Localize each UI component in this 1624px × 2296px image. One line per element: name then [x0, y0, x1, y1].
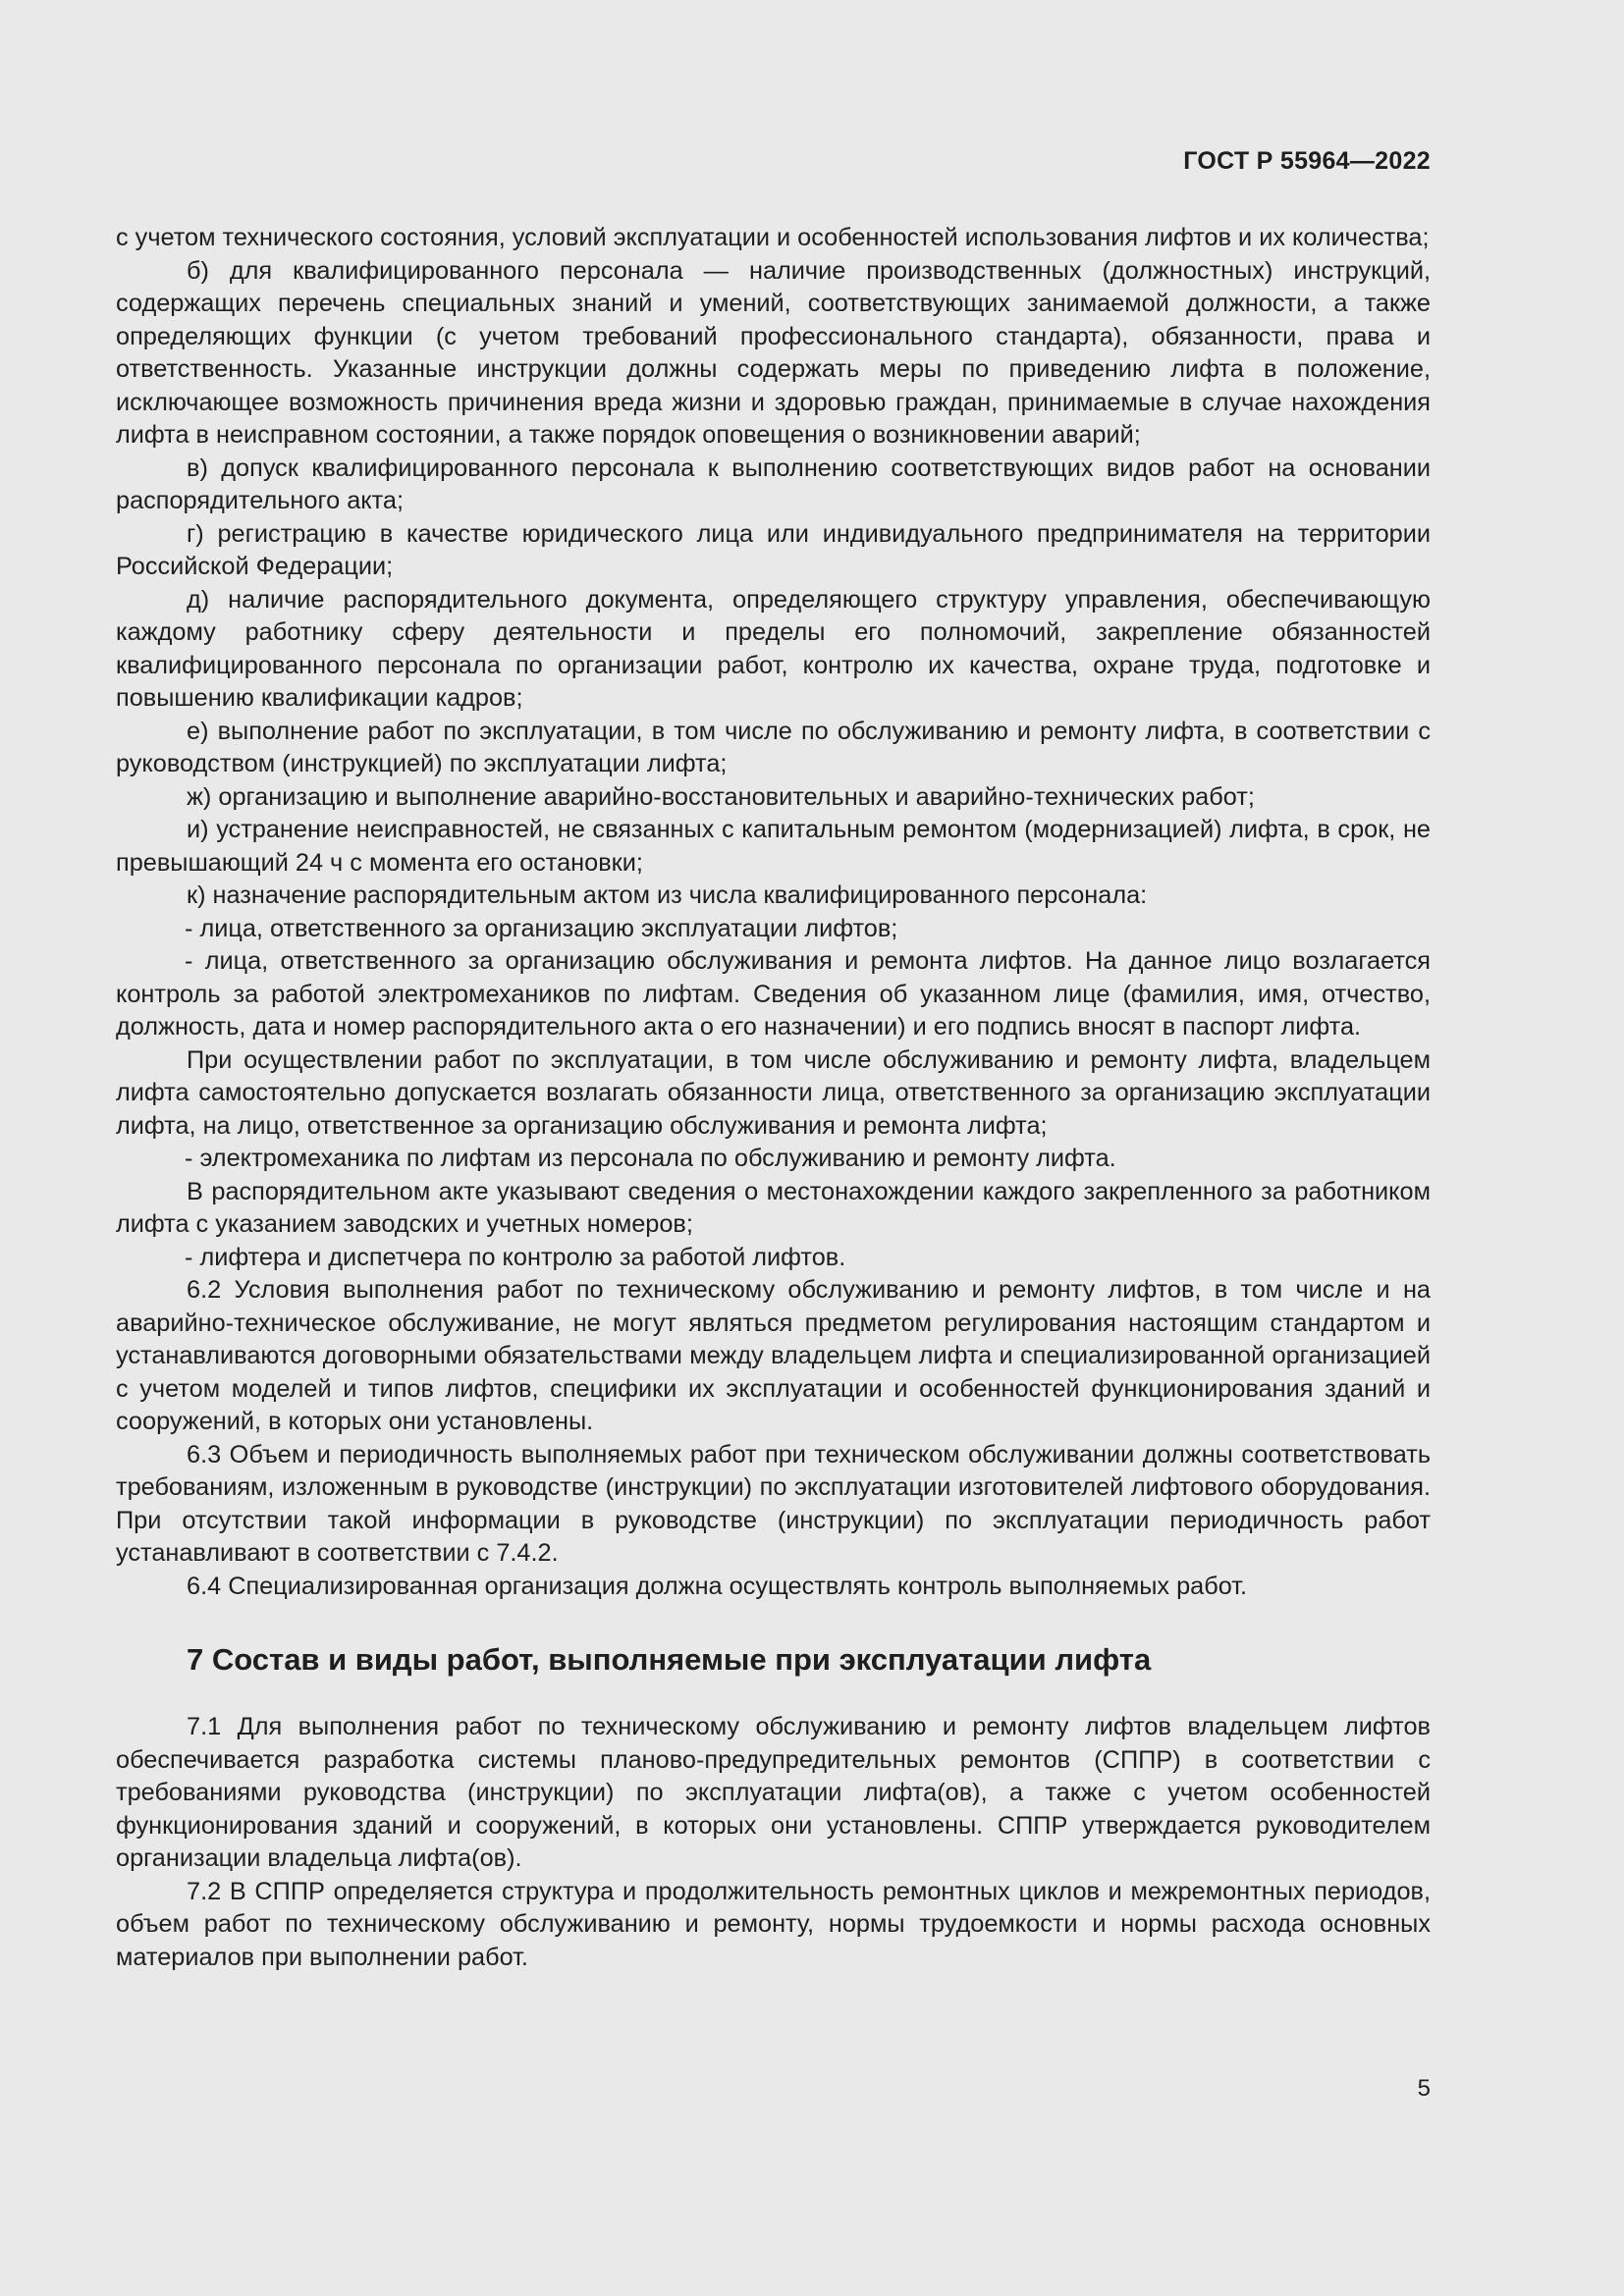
paragraph: и) устранение неисправностей, не связанных с капитальным ремонтом (модернизацией) лифта, в срок, не превышающий 24 ч с момента его остановки;	[116, 816, 1431, 877]
paragraph: - лица, ответственного за организацию обслуживания и ремонта лифтов. На данное лицо возлагается контроль за работой электромехаников по лифтам. Сведения об указанном лице (фамилия, имя, отчество, должность, дата и номер распорядительного акта о его назначении) и его подпись вносят в паспорт лифта.	[116, 947, 1431, 1041]
paragraph: к) назначение распорядительным актом из числа квалифицированного персонала:	[187, 881, 1148, 909]
paragraph: 6.3 Объем и периодичность выполняемых работ при техническом обслуживании должны соответствовать требованиям, изложенным в руководстве (инструкции) по эксплуатации изготовителей лифтового оборудования. При отсутствии такой информации в руководстве (инструкции) по эксплуатации периодичность работ устанавливают в соответствии с 7.4.2.	[116, 1440, 1431, 1567]
paragraph: ж) организацию и выполнение аварийно-восстановительных и аварийно-технических работ;	[187, 782, 1255, 811]
section-heading: 7 Состав и виды работ, выполняемые при эксплуатации лифта	[187, 1642, 1152, 1677]
document-body	[116, 222, 1431, 1974]
paragraph: в) допуск квалифицированного персонала к выполнению соответствующих видов работ на основании распорядительного акта;	[116, 454, 1431, 514]
paragraph: 6.4 Специализированная организация должна осуществлять контроль выполняемых работ.	[187, 1572, 1248, 1600]
page-number: 5	[1417, 2075, 1431, 2102]
paragraph: е) выполнение работ по эксплуатации, в том числе по обслуживанию и ремонту лифта, в соответствии с руководством (инструкцией) по эксплуатации лифта;	[116, 717, 1431, 777]
paragraph: В распорядительном акте указывают сведения о местонахождении каждого закрепленного за работником лифта с указанием заводских и учетных номеров;	[116, 1177, 1431, 1238]
paragraph-group-after	[116, 1711, 1431, 1974]
paragraph: б) для квалифицированного персонала — наличие производственных (должностных) инструкций, содержащих перечень специальных знаний и умений, соответствующих занимаемой должности, а также определяющих функции (с учетом требований профессионального стандарта), обязанности, права и ответственность. Указанные инструкции должны содержать меры по приведению лифта в положение, исключающее возможность причинения вреда жизни и здоровью граждан, принимаемые в случае нахождения лифта в неисправном состоянии, а также порядок оповещения о возникновении аварий;	[116, 256, 1431, 449]
paragraph: 7.1 Для выполнения работ по техническому обслуживанию и ремонту лифтов владельцем лифтов обеспечивается разработка системы планово-предупредительных ремонтов (СППР) в соответствии с требованиями руководства (инструкции) по эксплуатации лифта(ов), а также с учетом особенностей функционирования зданий и сооружений, в которых они установлены. СППР утверждается руководителем организации владельца лифта(ов).	[116, 1713, 1431, 1872]
paragraph: - лифтера и диспетчера по контролю за работой лифтов.	[185, 1243, 846, 1271]
paragraph: 7.2 В СППР определяется структура и продолжительность ремонтных циклов и межремонтных периодов, объем работ по техническому обслуживанию и ремонту, нормы трудоемкости и нормы расхода основных материалов при выполнении работ.	[116, 1877, 1431, 1971]
paragraph-group-before	[116, 222, 1431, 1603]
paragraph: - электромеханика по лифтам из персонала по обслуживанию и ремонту лифта.	[185, 1145, 1116, 1172]
paragraph: г) регистрацию в качестве юридического лица или индивидуального предпринимателя на территории Российской Федерации;	[116, 519, 1431, 580]
paragraph: 6.2 Условия выполнения работ по техническому обслуживанию и ремонту лифтов, в том числе и на аварийно-техническое обслуживание, не могут являться предметом регулирования настоящим стандартом и устанавливаются договорными обязательствами между владельцем лифта и специализированной организацией с учетом моделей и типов лифтов, специфики их эксплуатации и особенностей функционирования зданий и сооружений, в которых они установлены.	[116, 1276, 1431, 1435]
paragraph: - лица, ответственного за организацию эксплуатации лифтов;	[185, 914, 898, 942]
paragraph: д) наличие распорядительного документа, определяющего структуру управления, обеспечивающую каждому работнику сферу деятельности и пределы его полномочий, закрепление обязанностей квалифицированного персонала по организации работ, контролю их качества, охране труда, подготовке и повышению квалификации кадров;	[116, 585, 1431, 712]
paragraph: При осуществлении работ по эксплуатации, в том числе обслуживанию и ремонту лифта, владельцем лифта самостоятельно допускается возлагать обязанности лица, ответственного за организацию эксплуатации лифта, на лицо, ответственное за организацию обслуживания и ремонта лифта;	[116, 1045, 1431, 1140]
paragraph: с учетом технического состояния, условий эксплуатации и особенностей использования лифтов и их количества;	[116, 224, 1430, 251]
document-code-header: ГОСТ Р 55964—2022	[1183, 147, 1431, 175]
